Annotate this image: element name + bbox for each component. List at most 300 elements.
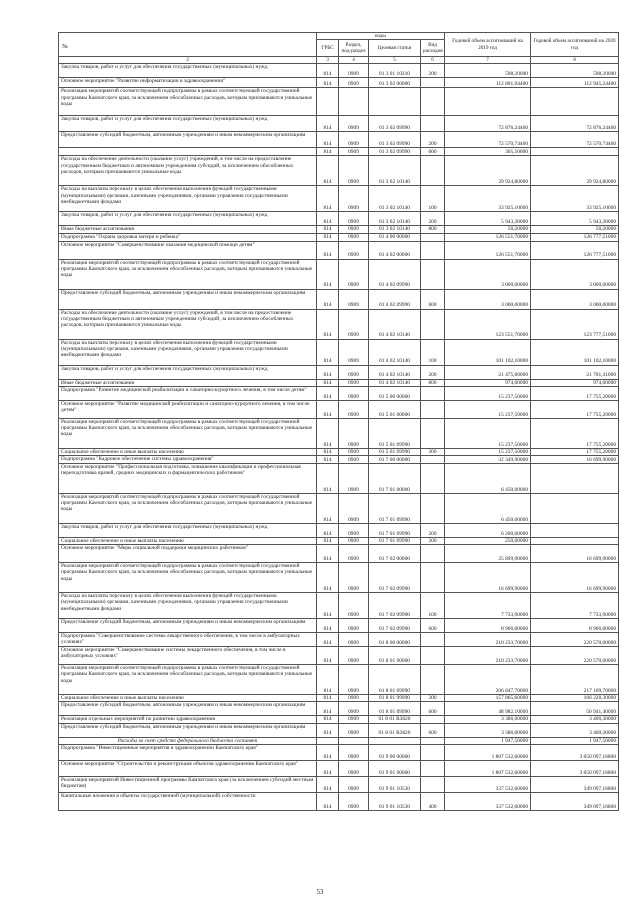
row-name: Подпрограмма "Совершенствование системы лекарственного обеспечения, в том числе в амбулаторных условиях" bbox=[59, 633, 317, 647]
row-sum-2020: 598,20000 bbox=[531, 64, 619, 78]
row-csr: 01 3 02 00000 bbox=[369, 78, 421, 88]
row-sum-2020: 56,20000 bbox=[531, 226, 619, 233]
row-razdel: 0909 bbox=[339, 148, 369, 156]
row-razdel: 0909 bbox=[339, 418, 369, 448]
table-row bbox=[59, 633, 619, 647]
row-vid bbox=[421, 760, 445, 776]
row-csr: 01 7 02 09990 bbox=[369, 563, 421, 593]
row-sum-2019: 15 237,50000 bbox=[445, 400, 531, 418]
row-sum-2020: 16 699,90000 bbox=[531, 545, 619, 563]
row-sum-2019: 337 532,60000 bbox=[445, 792, 531, 810]
row-csr: 01 4 02 10140 bbox=[369, 339, 421, 365]
table-row bbox=[59, 156, 619, 186]
header-name bbox=[59, 33, 317, 57]
row-sum-2019: 5 943,30000 bbox=[445, 212, 531, 226]
row-grbs: 814 bbox=[317, 695, 339, 702]
row-name: Основное мероприятие "Совершенствование оказания медицинской помощи детям" bbox=[59, 241, 317, 259]
row-grbs: 814 bbox=[317, 716, 339, 723]
row-sum-2019: 33 925,10000 bbox=[445, 186, 531, 212]
row-sum-2020: 7 733,90000 bbox=[531, 593, 619, 619]
row-grbs bbox=[317, 88, 339, 116]
row-name: Предоставление субсидий бюджетным, автономным учреждениям и иным некоммерческим организациям bbox=[59, 702, 317, 716]
row-grbs: 814 bbox=[317, 259, 339, 289]
row-name: Закупка товаров, работ и услуг для обеспечения государственных (муниципальных) нужд bbox=[59, 365, 317, 379]
row-csr: 01 7 02 09990 bbox=[369, 593, 421, 619]
row-vid bbox=[421, 744, 445, 760]
row-razdel bbox=[339, 88, 369, 116]
table-row bbox=[59, 289, 619, 309]
row-grbs: 814 bbox=[317, 148, 339, 156]
table-row bbox=[59, 716, 619, 723]
row-csr: 01 5 01 00000 bbox=[369, 400, 421, 418]
row-name bbox=[59, 148, 317, 156]
row-razdel: 0909 bbox=[339, 309, 369, 339]
row-sum-2020: 16 699,90000 bbox=[531, 456, 619, 464]
row-grbs: 814 bbox=[317, 464, 339, 494]
row-vid bbox=[421, 88, 445, 116]
col-num-7: 8 bbox=[531, 57, 619, 64]
row-razdel: 0909 bbox=[339, 456, 369, 464]
row-vid bbox=[421, 737, 445, 744]
row-vid bbox=[421, 665, 445, 695]
row-razdel bbox=[339, 737, 369, 744]
row-razdel: 0909 bbox=[339, 619, 369, 633]
table-row bbox=[59, 226, 619, 233]
row-sum-2020: 220 570,00000 bbox=[531, 633, 619, 647]
table-row bbox=[59, 776, 619, 792]
row-sum-2019: 210 233,70000 bbox=[445, 647, 531, 665]
row-grbs: 814 bbox=[317, 456, 339, 464]
row-name: Предоставление субсидий бюджетным, автономным учреждениям и иным некоммерческим организациям bbox=[59, 289, 317, 309]
row-sum-2020: 17 755,20000 bbox=[531, 400, 619, 418]
row-name: Закупка товаров, работ и услуг для обеспечения государственных (муниципальных) нужд bbox=[59, 116, 317, 132]
row-sum-2020: 126 777,51000 bbox=[531, 241, 619, 259]
row-vid: 100 bbox=[421, 593, 445, 619]
row-grbs: 814 bbox=[317, 386, 339, 400]
row-name: Предоставление субсидий бюджетным, автономным учреждениям и иным некоммерческим организациям bbox=[59, 619, 317, 633]
table-row bbox=[59, 647, 619, 665]
row-grbs: 814 bbox=[317, 212, 339, 226]
table-row bbox=[59, 695, 619, 702]
row-vid bbox=[421, 456, 445, 464]
row-sum-2019: 6 450,00000 bbox=[445, 464, 531, 494]
row-csr: 01 5 01 09990 bbox=[369, 418, 421, 448]
table-row bbox=[59, 792, 619, 810]
row-grbs: 814 bbox=[317, 760, 339, 776]
row-csr: 01 8 01 09990 bbox=[369, 665, 421, 695]
col-num-3: 4 bbox=[339, 57, 369, 64]
row-sum-2019: 210 233,70000 bbox=[445, 633, 531, 647]
row-name: Реализация мероприятий соответствующей подпрограммы в рамках соответствующей государственной программы Камчатского края, за исключением обособленных расходов, которым присваиваются уникальные коды bbox=[59, 259, 317, 289]
row-vid bbox=[421, 418, 445, 448]
row-name: Подпрограмма "Развитие медицинской реабилитации и санаторно-курортного лечения, в том числе детям" bbox=[59, 386, 317, 400]
row-name: Расходы на обеспечение деятельности (оказание услуг) учреждений, в том числе на предоставление государственным бюджетным и автономным учреждениям субсидий, за исключением обособленных расходов, которым присваиваются уникальные коды bbox=[59, 156, 317, 186]
table-row bbox=[59, 365, 619, 379]
row-vid: 800 bbox=[421, 379, 445, 386]
row-grbs: 814 bbox=[317, 226, 339, 233]
row-razdel: 0909 bbox=[339, 64, 369, 78]
row-razdel: 0909 bbox=[339, 464, 369, 494]
table-row bbox=[59, 309, 619, 339]
row-sum-2020 bbox=[531, 464, 619, 494]
row-grbs: 814 bbox=[317, 339, 339, 365]
table-row bbox=[59, 88, 619, 116]
row-vid: 600 bbox=[421, 619, 445, 633]
col-num-1: 2 bbox=[59, 57, 317, 64]
row-name: Реализация мероприятий соответствующей подпрограммы в рамках соответствующей государственной программы Камчатского края, за исключением обособленных расходов, которым присваиваются уникальные коды bbox=[59, 665, 317, 695]
row-sum-2019: 337 532,60000 bbox=[445, 776, 531, 792]
header-vid: Вид расходов bbox=[421, 40, 445, 57]
row-grbs: 814 bbox=[317, 448, 339, 455]
table-row bbox=[59, 259, 619, 289]
row-sum-2019: 157 865,60000 bbox=[445, 695, 531, 702]
row-csr bbox=[369, 737, 421, 744]
row-sum-2020: 349 097,16800 bbox=[531, 792, 619, 810]
row-csr: 01 5 01 09990 bbox=[369, 448, 421, 455]
row-vid: 600 bbox=[421, 702, 445, 716]
row-name: Закупка товаров, работ и услуг для обеспечения государственных (муниципальных) нужд bbox=[59, 64, 317, 78]
row-grbs: 814 bbox=[317, 563, 339, 593]
row-grbs: 814 bbox=[317, 400, 339, 418]
row-csr: 01 7 02 09990 bbox=[369, 619, 421, 633]
row-sum-2020: 50 941,40000 bbox=[531, 702, 619, 716]
row-name: Расходы на выплаты персоналу в целях обеспечения выполнения функций государственными (муниципальными) органами, казенными учреждениями, органами управления государственными внебюджетными фондами bbox=[59, 339, 317, 365]
row-sum-2019: 6 200,00000 bbox=[445, 524, 531, 538]
row-csr: 01 8 01 09990 bbox=[369, 695, 421, 702]
row-grbs: 814 bbox=[317, 379, 339, 386]
row-sum-2020 bbox=[531, 148, 619, 156]
row-sum-2019: 15 237,50000 bbox=[445, 418, 531, 448]
row-csr: 01 4 02 10140 bbox=[369, 309, 421, 339]
row-vid: 300 bbox=[421, 538, 445, 545]
row-vid bbox=[421, 776, 445, 792]
row-grbs: 814 bbox=[317, 116, 339, 132]
row-sum-2019: 72 876,24400 bbox=[445, 116, 531, 132]
row-razdel: 0909 bbox=[339, 448, 369, 455]
table-row bbox=[59, 379, 619, 386]
row-sum-2020: 112 945,24400 bbox=[531, 78, 619, 88]
row-grbs: 814 bbox=[317, 538, 339, 545]
row-sum-2020: 166 228,30000 bbox=[531, 695, 619, 702]
row-name: Социальное обеспечение и иные выплаты населению bbox=[59, 448, 317, 455]
table-row bbox=[59, 116, 619, 132]
row-sum-2020: 3 000,00000 bbox=[531, 259, 619, 289]
row-csr: 01 9 01 10530 bbox=[369, 792, 421, 810]
row-grbs: 814 bbox=[317, 418, 339, 448]
row-name: Основное мероприятие "Профессиональная подготовка, повышение квалификации и профессиональная переподготовка врачей, средних медицинских и фармацевтических работников" bbox=[59, 464, 317, 494]
row-csr: 01 3 02 09990 bbox=[369, 132, 421, 148]
row-vid: 200 bbox=[421, 212, 445, 226]
row-vid: 200 bbox=[421, 365, 445, 379]
row-sum-2020: 17 755,20000 bbox=[531, 418, 619, 448]
row-razdel: 0909 bbox=[339, 156, 369, 186]
row-sum-2020: 5 943,30000 bbox=[531, 212, 619, 226]
row-razdel: 0909 bbox=[339, 695, 369, 702]
table-row bbox=[59, 563, 619, 593]
row-grbs: 814 bbox=[317, 702, 339, 716]
row-csr: 01 4 00 00000 bbox=[369, 233, 421, 241]
row-vid bbox=[421, 116, 445, 132]
row-sum-2019: 15 237,50000 bbox=[445, 386, 531, 400]
row-razdel: 0909 bbox=[339, 593, 369, 619]
col-num-2: 3 bbox=[317, 57, 339, 64]
row-razdel: 0909 bbox=[339, 760, 369, 776]
row-vid bbox=[421, 259, 445, 289]
header-csr: Целевая статья bbox=[369, 40, 421, 57]
row-sum-2019: 126 551,70000 bbox=[445, 241, 531, 259]
row-name: Иные бюджетные ассигнования bbox=[59, 226, 317, 233]
row-name: Основное мероприятие "Совершенствование системы лекарственного обеспечения, в том числе в амбулаторных условиях" bbox=[59, 647, 317, 665]
row-sum-2019 bbox=[445, 88, 531, 116]
table-row bbox=[59, 418, 619, 448]
row-sum-2020: 349 097,16800 bbox=[531, 776, 619, 792]
row-vid bbox=[421, 633, 445, 647]
table-row bbox=[59, 760, 619, 776]
row-vid bbox=[421, 494, 445, 524]
row-csr: 01 3 02 10140 bbox=[369, 186, 421, 212]
row-grbs: 814 bbox=[317, 633, 339, 647]
row-sum-2019: 305,50000 bbox=[445, 148, 531, 156]
row-vid: 300 bbox=[421, 695, 445, 702]
row-sum-2020 bbox=[531, 538, 619, 545]
row-razdel: 0909 bbox=[339, 132, 369, 148]
row-razdel: 0909 bbox=[339, 524, 369, 538]
row-sum-2019: 48 982,10000 bbox=[445, 702, 531, 716]
table-row bbox=[59, 702, 619, 716]
col-num-4: 5 bbox=[369, 57, 421, 64]
row-razdel: 0909 bbox=[339, 723, 369, 737]
row-grbs: 814 bbox=[317, 494, 339, 524]
row-razdel: 0909 bbox=[339, 233, 369, 241]
row-name: Основное мероприятие "Меры социальной поддержки медицинских работников" bbox=[59, 545, 317, 563]
table-row bbox=[59, 456, 619, 464]
row-csr: 01 8 01 R3820 bbox=[369, 716, 421, 723]
row-sum-2019: 1 947,50000 bbox=[445, 737, 531, 744]
row-grbs: 814 bbox=[317, 665, 339, 695]
row-csr: 01 3 02 09990 bbox=[369, 148, 421, 156]
row-csr: 01 3 01 10210 bbox=[369, 64, 421, 78]
row-sum-2019: 123 551,70000 bbox=[445, 309, 531, 339]
row-csr: 01 7 01 09990 bbox=[369, 524, 421, 538]
row-csr: 01 8 01 00000 bbox=[369, 647, 421, 665]
row-vid bbox=[421, 233, 445, 241]
row-csr: 01 3 02 10140 bbox=[369, 226, 421, 233]
row-csr: 01 7 01 09990 bbox=[369, 494, 421, 524]
row-csr: 01 5 00 00000 bbox=[369, 386, 421, 400]
table-row bbox=[59, 212, 619, 226]
row-razdel: 0909 bbox=[339, 494, 369, 524]
header-sum-2019: Годовой объем ассигнований на 2019 год bbox=[445, 33, 531, 57]
row-vid: 600 bbox=[421, 148, 445, 156]
row-sum-2020: 17 755,20000 bbox=[531, 386, 619, 400]
row-csr: 01 8 00 00000 bbox=[369, 633, 421, 647]
table-row bbox=[59, 744, 619, 760]
row-csr: 01 3 02 09990 bbox=[369, 116, 421, 132]
row-vid bbox=[421, 156, 445, 186]
header-row-codes bbox=[59, 33, 619, 40]
row-vid bbox=[421, 241, 445, 259]
row-razdel: 0909 bbox=[339, 212, 369, 226]
row-sum-2019: 101 102,10000 bbox=[445, 339, 531, 365]
row-sum-2019: 32 349,90000 bbox=[445, 456, 531, 464]
row-razdel: 0909 bbox=[339, 702, 369, 716]
row-sum-2019: 3 000,00000 bbox=[445, 259, 531, 289]
row-sum-2019: 56,20000 bbox=[445, 226, 531, 233]
row-razdel: 0909 bbox=[339, 386, 369, 400]
col-num-5: 6 bbox=[421, 57, 445, 64]
row-sum-2020 bbox=[531, 494, 619, 524]
row-sum-2019: 15 237,50000 bbox=[445, 448, 531, 455]
row-sum-2019: 3 000,00000 bbox=[445, 289, 531, 309]
row-grbs: 814 bbox=[317, 792, 339, 810]
row-name: Расходы на выплаты персоналу в целях обеспечения выполнения функций государственными (муниципальными) органами, казенными учреждениями, органами управления государственными внебюджетными фондами bbox=[59, 186, 317, 212]
row-sum-2019: 8 966,00000 bbox=[445, 619, 531, 633]
row-grbs: 814 bbox=[317, 776, 339, 792]
row-razdel: 0909 bbox=[339, 792, 369, 810]
row-name: Основное мероприятие "Строительство и реконструкция объектов здравоохранения Камчатского края" bbox=[59, 760, 317, 776]
row-csr: 01 9 00 00000 bbox=[369, 744, 421, 760]
row-sum-2020: 3 050 097,16800 bbox=[531, 760, 619, 776]
row-csr: 01 4 02 09990 bbox=[369, 259, 421, 289]
row-csr: 01 4 02 00000 bbox=[369, 241, 421, 259]
row-sum-2020 bbox=[531, 524, 619, 538]
row-grbs: 814 bbox=[317, 289, 339, 309]
row-sum-2019: 16 699,90000 bbox=[445, 563, 531, 593]
row-grbs: 814 bbox=[317, 545, 339, 563]
row-sum-2019: 598,20000 bbox=[445, 64, 531, 78]
row-vid bbox=[421, 563, 445, 593]
row-name: Подпрограмма "Инвестиционные мероприятия в здравоохранении Камчатского края" bbox=[59, 744, 317, 760]
row-vid: 400 bbox=[421, 792, 445, 810]
row-vid: 600 bbox=[421, 723, 445, 737]
row-sum-2020: 17 755,20000 bbox=[531, 448, 619, 455]
table-row bbox=[59, 64, 619, 78]
row-name: Иные бюджетные ассигнования bbox=[59, 379, 317, 386]
row-vid bbox=[421, 545, 445, 563]
row-csr: 01 8 01 09990 bbox=[369, 702, 421, 716]
row-vid bbox=[421, 647, 445, 665]
row-csr: 01 4 02 10140 bbox=[369, 379, 421, 386]
row-razdel: 0909 bbox=[339, 241, 369, 259]
row-sum-2019: 112 801,04400 bbox=[445, 78, 531, 88]
row-sum-2020: 72 570,74400 bbox=[531, 132, 619, 148]
row-sum-2020: 72 876,24400 bbox=[531, 116, 619, 132]
header-grbs: ГРБС bbox=[317, 40, 339, 57]
table-row bbox=[59, 241, 619, 259]
table-row bbox=[59, 464, 619, 494]
header-codes: коды bbox=[317, 33, 445, 40]
row-csr: 01 3 02 10140 bbox=[369, 156, 421, 186]
row-name: Реализация мероприятий соответствующей подпрограммы в рамках соответствующей государственной программы Камчатского края, за исключением обособленных расходов, которым присваиваются уникальные коды bbox=[59, 494, 317, 524]
table-row bbox=[59, 448, 619, 455]
row-grbs: 814 bbox=[317, 619, 339, 633]
row-sum-2019: 3 386,00000 bbox=[445, 723, 531, 737]
row-razdel: 0909 bbox=[339, 339, 369, 365]
row-name: Основное мероприятие "Развитие информатизации в здравоохранении" bbox=[59, 78, 317, 88]
row-csr: 01 7 01 00000 bbox=[369, 464, 421, 494]
table-row bbox=[59, 400, 619, 418]
col-num-6: 7 bbox=[445, 57, 531, 64]
row-grbs: 814 bbox=[317, 744, 339, 760]
row-razdel: 0909 bbox=[339, 563, 369, 593]
table-row bbox=[59, 538, 619, 545]
row-razdel: 0909 bbox=[339, 538, 369, 545]
row-vid bbox=[421, 386, 445, 400]
table-row bbox=[59, 619, 619, 633]
row-name: Реализация мероприятий соответствующей подпрограммы в рамках соответствующей государственной программы Камчатского края, за исключением обособленных расходов, которым присваиваются уникальные коды bbox=[59, 418, 317, 448]
table-row bbox=[59, 593, 619, 619]
row-csr: 01 9 01 00000 bbox=[369, 760, 421, 776]
table-row bbox=[59, 148, 619, 156]
row-csr: 01 7 00 00000 bbox=[369, 456, 421, 464]
row-vid: 200 bbox=[421, 64, 445, 78]
row-sum-2020: 8 966,00000 bbox=[531, 619, 619, 633]
row-name: Реализация мероприятий соответствующей подпрограммы в рамках соответствующей государственной программы Камчатского края, за исключением обособленных расходов, которым присваиваются уникальные коды bbox=[59, 88, 317, 116]
row-razdel: 0909 bbox=[339, 365, 369, 379]
row-csr: 01 7 02 00000 bbox=[369, 545, 421, 563]
row-sum-2019: 1 807 532,60000 bbox=[445, 744, 531, 760]
row-grbs: 814 bbox=[317, 723, 339, 737]
row-sum-2019: 39 924,80000 bbox=[445, 156, 531, 186]
row-grbs: 814 bbox=[317, 78, 339, 88]
row-sum-2020: 21 701,41000 bbox=[531, 365, 619, 379]
table-row bbox=[59, 665, 619, 695]
row-grbs bbox=[317, 737, 339, 744]
row-vid bbox=[421, 78, 445, 88]
row-razdel: 0909 bbox=[339, 379, 369, 386]
row-grbs: 814 bbox=[317, 186, 339, 212]
budget-table bbox=[58, 32, 619, 811]
row-grbs: 814 bbox=[317, 64, 339, 78]
row-name: Социальное обеспечение и иные выплаты населению bbox=[59, 538, 317, 545]
row-csr: 01 7 01 09990 bbox=[369, 538, 421, 545]
row-sum-2020: 33 925,10000 bbox=[531, 186, 619, 212]
row-name: Закупка товаров, работ и услуг для обеспечения государственных (муниципальных) нужд bbox=[59, 524, 317, 538]
row-name: Закупка товаров, работ и услуг для обеспечения государственных (муниципальных) нужд bbox=[59, 212, 317, 226]
row-sum-2020: 126 777,51000 bbox=[531, 233, 619, 241]
row-sum-2019: 25 899,90000 bbox=[445, 545, 531, 563]
header-row-numbers bbox=[59, 57, 619, 64]
row-grbs: 814 bbox=[317, 365, 339, 379]
header-sum-2020: Годовой объем ассигнований на 2020 год bbox=[531, 33, 619, 57]
row-sum-2020: 974,00000 bbox=[531, 379, 619, 386]
row-razdel: 0909 bbox=[339, 400, 369, 418]
row-vid: 100 bbox=[421, 339, 445, 365]
row-sum-2019: 1 807 532,60000 bbox=[445, 760, 531, 776]
header-razdel: Раздел, под-раздел bbox=[339, 40, 369, 57]
row-grbs: 814 bbox=[317, 241, 339, 259]
page-number: 53 bbox=[316, 888, 324, 896]
row-grbs: 814 bbox=[317, 647, 339, 665]
row-sum-2019: 21 475,60000 bbox=[445, 365, 531, 379]
row-razdel: 0909 bbox=[339, 665, 369, 695]
table-row bbox=[59, 132, 619, 148]
row-razdel: 0909 bbox=[339, 186, 369, 212]
row-razdel: 0909 bbox=[339, 647, 369, 665]
row-razdel: 0909 bbox=[339, 116, 369, 132]
row-csr: 01 9 01 10530 bbox=[369, 776, 421, 792]
table-row bbox=[59, 524, 619, 538]
row-razdel: 0909 bbox=[339, 716, 369, 723]
row-sum-2019: 3 386,00000 bbox=[445, 716, 531, 723]
row-grbs: 814 bbox=[317, 309, 339, 339]
row-sum-2020: 217 169,70000 bbox=[531, 665, 619, 695]
row-csr: 01 8 01 R3820 bbox=[369, 723, 421, 737]
row-vid bbox=[421, 400, 445, 418]
row-sum-2019: 206 847,70000 bbox=[445, 665, 531, 695]
row-razdel: 0909 bbox=[339, 289, 369, 309]
row-name: Капитальные вложения в объекты государственной (муниципальной) собственности bbox=[59, 792, 317, 810]
